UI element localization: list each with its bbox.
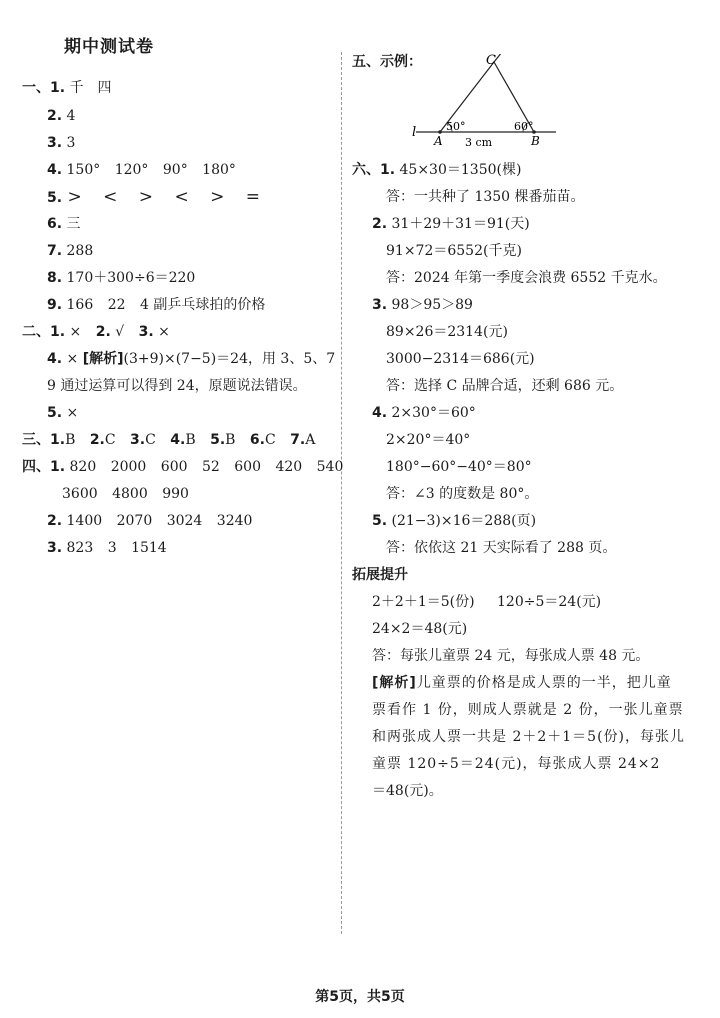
answer-sentence: 答：依依这 21 天实际看了 288 页。 (386, 540, 617, 556)
jiexi-label: [解析] (82, 351, 124, 367)
ext-calc1 (372, 592, 601, 612)
s4-q2 (47, 511, 252, 531)
answer-value: 150° (66, 162, 101, 178)
s6-q5 (372, 511, 536, 531)
answer-text: 千 四 (69, 80, 112, 96)
question-number: 9. (47, 297, 63, 313)
s6-q4 (372, 403, 476, 423)
section-label: 三、 (22, 432, 50, 448)
angle-a-label: 50° (446, 120, 466, 133)
explanation-text: ＝48(元)。 (372, 783, 443, 799)
explanation-text: 和两张成人票一共是 2＋2＋1＝5(份)，每张儿 (372, 729, 686, 745)
answer-value: 1514 (131, 540, 167, 556)
question-number: 2. (47, 513, 63, 529)
question-number: 3. (372, 297, 388, 313)
question-number: 2. (89, 432, 105, 448)
s1-q5 (47, 187, 276, 207)
answer-sentence: 答：∠3 的度数是 80°。 (386, 486, 539, 502)
ext-jiexi-1 (372, 673, 672, 693)
question-number: 5. (47, 190, 63, 206)
answer-value: 420 (275, 459, 303, 475)
label-a: A (434, 134, 443, 148)
section-label: 一、 (22, 80, 50, 96)
s1-q9 (47, 295, 265, 315)
answer-text: 3 (66, 135, 76, 151)
choice-answer: C (145, 432, 156, 448)
calc-line: 89×26＝2314(元) (386, 324, 508, 340)
s6-q2-answer (386, 268, 667, 288)
question-number: 2. (47, 108, 63, 124)
calc-line: 3000−2314＝686(元) (386, 351, 535, 367)
question-number: 1. (50, 80, 66, 96)
choice-answer: A (305, 432, 316, 448)
ext-jiexi-5 (372, 781, 443, 801)
answer-value: 3024 (166, 513, 203, 529)
answer-value: 600 (160, 459, 188, 475)
column-divider (341, 52, 342, 934)
s1-q3 (47, 133, 75, 153)
answer-value: 4800 (112, 486, 148, 502)
calc-line: 2×20°＝40° (386, 432, 471, 448)
calc-line: (21−3)×16＝288(页) (391, 513, 537, 529)
explanation-text: 童票 120÷5＝24(元)，每张成人票 24×2 (372, 756, 661, 772)
ext-jiexi-4 (372, 754, 660, 774)
s6-q5-answer (386, 538, 616, 558)
compare-symbol: < (103, 187, 118, 207)
question-number: 2. (95, 324, 111, 340)
s6-q3-answer (386, 376, 623, 396)
answer-value: 2070 (116, 513, 153, 529)
base-length-label: 3 cm (465, 136, 493, 148)
triangle-diagram (410, 54, 560, 148)
label-b: B (531, 134, 540, 148)
compare-symbol: = (245, 187, 260, 207)
explanation-text: (3+9)×(7−5)＝24，用 3、5、7 (123, 351, 336, 367)
s6-q2 (372, 214, 530, 234)
ext-calc2 (372, 619, 467, 639)
s6-q2-calc2 (386, 241, 522, 261)
section-label: 四、 (22, 459, 50, 475)
answer-value: 3240 (216, 513, 253, 529)
section-label: 五、示例： (352, 54, 422, 70)
answer-value: 52 (201, 459, 220, 475)
answer-value: 3 (107, 540, 117, 556)
question-number: 8. (47, 270, 63, 286)
question-number: 1. (50, 459, 66, 475)
s6-q1 (352, 160, 521, 180)
choice-answer: B (65, 432, 76, 448)
question-number: 1. (50, 324, 66, 340)
answer-value: 22 (107, 297, 126, 313)
calc-line: 91×72＝6552(千克) (386, 243, 522, 259)
answer-text: × (66, 405, 79, 421)
question-number: 6. (47, 216, 63, 232)
page-title: 期中测试卷 (64, 37, 154, 57)
section-label: 六、 (352, 162, 380, 178)
answer-sentence: 答：每张儿童票 24 元，每张成人票 48 元。 (372, 648, 650, 664)
answer-value: 1400 (66, 513, 103, 529)
answer-text: 三 (66, 216, 81, 232)
s6-q3-calc3 (386, 349, 535, 369)
angle-b-label: 60° (514, 120, 534, 133)
calc-line: 180°−60°−40°＝80° (386, 459, 532, 475)
s1-q2 (47, 106, 75, 126)
answer-sentence: 答：2024 年第一季度会浪费 6552 千克水。 (386, 270, 667, 286)
s6-q4-calc2 (386, 430, 470, 450)
question-number: 7. (47, 243, 63, 259)
answer-text: √ (115, 324, 125, 340)
s3-answers (22, 430, 315, 450)
compare-symbol: < (174, 187, 189, 207)
answer-value: 3600 (62, 486, 98, 502)
s1-q4 (47, 160, 236, 180)
s6-q3 (372, 295, 473, 315)
choice-answer: C (264, 432, 276, 448)
question-number: 5. (210, 432, 226, 448)
calc-line: 2×30°＝60° (391, 405, 476, 421)
explanation-text: 票看作 1 份，则成人票就是 2 份，一张儿童票 (372, 702, 684, 718)
compare-symbol: > (210, 187, 225, 207)
question-number: 3. (138, 324, 154, 340)
label-l: l (412, 125, 417, 140)
answer-sentence: 答：选择 C 品牌合适，还剩 686 元。 (386, 378, 624, 394)
section-label: 拓展提升 (352, 567, 408, 583)
compare-symbol: > (138, 187, 154, 207)
answer-value: 180° (202, 162, 236, 178)
question-number: 3. (47, 135, 63, 151)
jiexi-label: [解析] (372, 675, 417, 691)
choice-answer: B (185, 432, 196, 448)
answer-text: 4 (66, 108, 76, 124)
extension-heading (352, 565, 408, 585)
question-number: 3. (47, 540, 63, 556)
s6-q3-calc2 (386, 322, 508, 342)
answer-value: 166 (66, 297, 94, 313)
section-label: 二、 (22, 324, 50, 340)
question-number: 5. (372, 513, 388, 529)
question-number: 1. (380, 162, 396, 178)
s6-q1-answer (386, 187, 585, 207)
choice-answer: B (225, 432, 236, 448)
calc-line: 2＋2＋1＝5(份) (372, 594, 475, 610)
question-number: 7. (290, 432, 306, 448)
question-number: 4. (170, 432, 186, 448)
question-number: 5. (47, 405, 63, 421)
answer-sentence: 答：一共种了 1350 棵番茄苗。 (386, 189, 585, 205)
compare-symbol: > (67, 187, 82, 207)
s2-q4-cont (47, 376, 307, 396)
question-number: 3. (130, 432, 146, 448)
answer-text: × (158, 324, 170, 340)
triangle-figure (410, 54, 560, 148)
s1-q7 (47, 241, 93, 261)
s2-q4 (47, 349, 335, 369)
answer-value: 4 副乒乓球拍的价格 (139, 297, 266, 313)
ext-jiexi-2 (372, 700, 684, 720)
question-number: 6. (249, 432, 265, 448)
answer-value: 90° (162, 162, 188, 178)
answer-text: 288 (66, 243, 94, 259)
calc-line: 45×30＝1350(棵) (399, 162, 522, 178)
ext-jiexi-3 (372, 727, 685, 747)
answer-value: 540 (316, 459, 344, 475)
s4-q1-row2 (62, 484, 189, 504)
s6-q4-answer (386, 484, 538, 504)
explanation-text: 儿童票的价格是成人票的一半，把儿童 (416, 675, 672, 691)
answer-value: 823 (66, 540, 94, 556)
calc-line: 31＋29＋31＝91(天) (391, 216, 530, 232)
choice-answer: C (104, 432, 116, 448)
answer-value: 2000 (110, 459, 147, 475)
calc-line: 120÷5＝24(元) (497, 594, 602, 610)
calc-line: 24×2＝48(元) (372, 621, 468, 637)
s2-q1-3 (22, 322, 170, 342)
s6-q4-calc3 (386, 457, 532, 477)
s1-q1 (22, 78, 112, 98)
s4-q1 (22, 457, 343, 477)
answer-text: × (66, 351, 79, 367)
answer-value: 120° (114, 162, 149, 178)
question-number: 2. (372, 216, 388, 232)
answer-text: × (69, 324, 82, 340)
s4-q3 (47, 538, 167, 558)
answer-value: 820 (69, 459, 97, 475)
answer-value: 600 (234, 459, 261, 475)
question-number: 4. (47, 162, 63, 178)
ext-answer (372, 646, 649, 666)
answer-value: 990 (162, 486, 189, 502)
page-footer: 第5页，共5页 (315, 989, 405, 1005)
question-number: 4. (372, 405, 388, 421)
s2-q5 (47, 403, 78, 423)
question-number: 4. (47, 351, 63, 367)
s1-q8 (47, 268, 195, 288)
answer-text: 170＋300÷6＝220 (66, 270, 196, 286)
label-c: C (486, 54, 496, 68)
question-number: 1. (50, 432, 66, 448)
calc-line: 98＞95＞89 (391, 297, 473, 313)
explanation-text: 9 通过运算可以得到 24，原题说法错误。 (47, 378, 307, 394)
s1-q6 (47, 214, 81, 234)
